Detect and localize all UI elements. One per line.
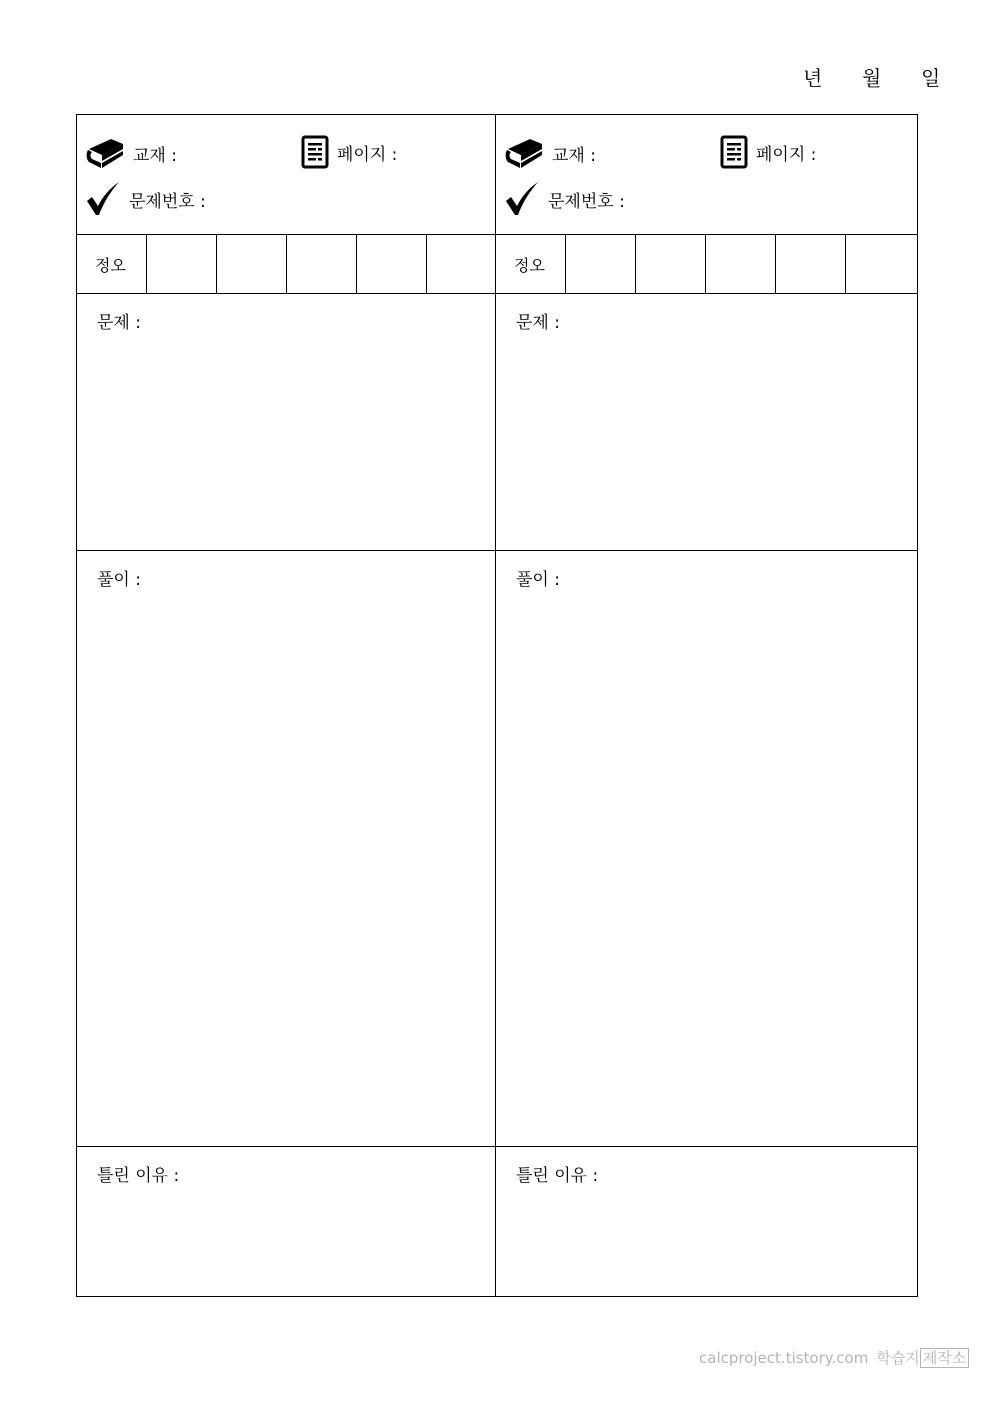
grade-row: [496, 235, 917, 294]
note-card-left: [76, 114, 496, 1297]
grade-box[interactable]: [427, 235, 495, 293]
solution-section[interactable]: [77, 551, 495, 1147]
problem-number-label: 문제번호 :: [548, 191, 625, 212]
problem-number-label: 문제번호 :: [129, 191, 206, 212]
problem-number-field[interactable]: [85, 181, 206, 217]
grade-box[interactable]: [357, 235, 427, 293]
checkmark-icon: [85, 181, 121, 217]
wrong-reason-label: 틀린 이유 :: [97, 1166, 180, 1186]
grade-box[interactable]: [846, 235, 917, 293]
problem-section[interactable]: [496, 294, 917, 551]
grade-label: 정오: [77, 235, 147, 293]
textbook-label: 교재 :: [552, 145, 596, 166]
note-card-right: [496, 114, 918, 1297]
wrong-reason-section[interactable]: [496, 1147, 917, 1296]
document-icon: [720, 135, 748, 169]
book-icon: [85, 135, 125, 171]
solution-section[interactable]: [496, 551, 917, 1147]
document-icon: [301, 135, 329, 169]
textbook-field[interactable]: [504, 135, 596, 171]
problem-number-field[interactable]: [504, 181, 625, 217]
card-header: [77, 115, 495, 235]
solution-label: 풀이 :: [97, 570, 141, 590]
problem-label: 문제 :: [97, 313, 141, 333]
page-field[interactable]: [720, 135, 816, 169]
solution-label: 풀이 :: [516, 570, 560, 590]
grade-box[interactable]: [776, 235, 846, 293]
checkmark-icon: [504, 181, 540, 217]
page-label: 페이지 :: [337, 144, 398, 165]
grade-box[interactable]: [566, 235, 636, 293]
grade-box[interactable]: [217, 235, 287, 293]
textbook-label: 교재 :: [133, 145, 177, 166]
card-header: [496, 115, 917, 235]
footer-site: calcproject.tistory.com: [699, 1349, 869, 1367]
problem-section[interactable]: [77, 294, 495, 551]
grade-label: 정오: [496, 235, 566, 293]
grade-box[interactable]: [287, 235, 357, 293]
date-year-label: 년: [803, 66, 823, 90]
worksheet: [76, 114, 918, 1297]
date-day-label: 일: [921, 66, 941, 90]
grade-box[interactable]: [636, 235, 706, 293]
grade-row: [77, 235, 495, 294]
date-month-label: 월: [862, 66, 882, 90]
page-label: 페이지 :: [756, 144, 817, 165]
textbook-field[interactable]: [85, 135, 177, 171]
footer-brand-boxed: 제작소: [920, 1348, 969, 1368]
wrong-reason-section[interactable]: [77, 1147, 495, 1296]
wrong-reason-label: 틀린 이유 :: [516, 1166, 599, 1186]
grade-box[interactable]: [706, 235, 776, 293]
problem-label: 문제 :: [516, 313, 560, 333]
footer-credit: [699, 1347, 969, 1368]
book-icon: [504, 135, 544, 171]
footer-brand: 학습지: [876, 1349, 920, 1367]
page-field[interactable]: [301, 135, 397, 169]
grade-box[interactable]: [147, 235, 217, 293]
